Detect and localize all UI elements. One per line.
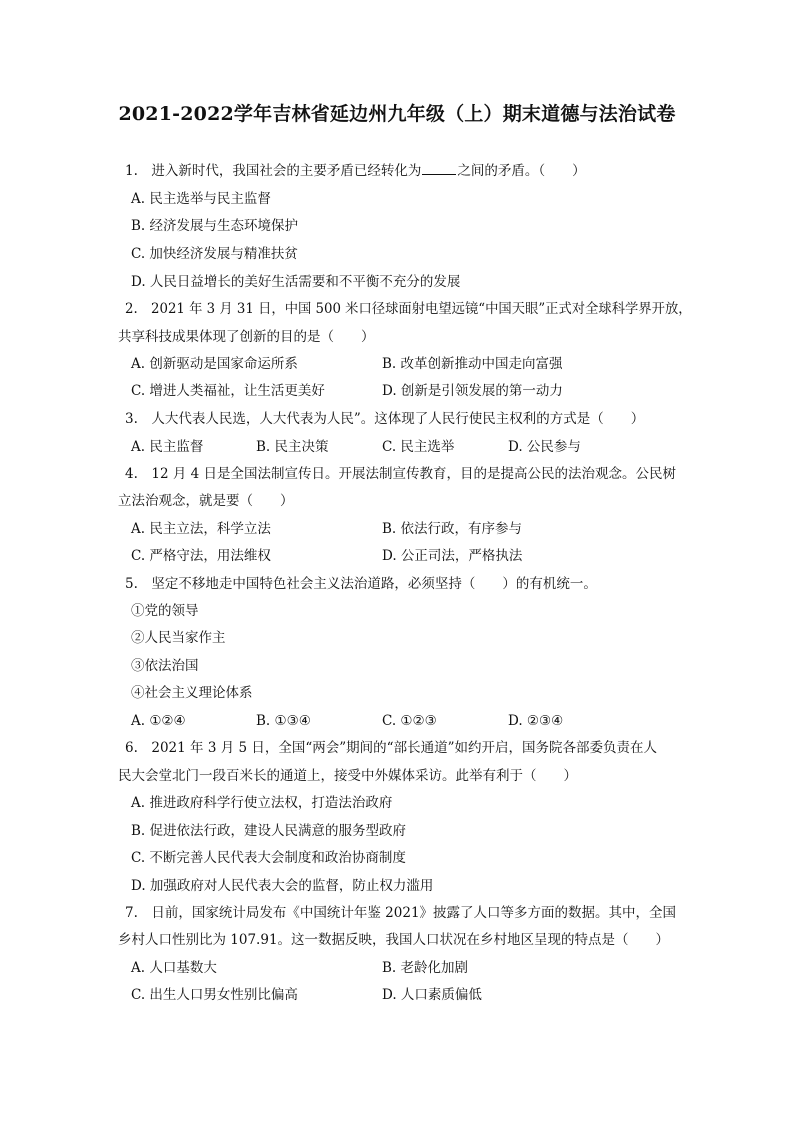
question-2-stem-line-1: 2. 2021 年 3 月 31 日，中国 500 米口径球面射电望远镜“中国天眼”正式对全球科学界开放， xyxy=(125,301,692,317)
question-1-text-before: 1. 进入新时代，我国社会的主要矛盾已经转化为 xyxy=(125,163,422,179)
question-6-stem-line-2: 民大会堂北门一段百米长的通道上，接受中外媒体采访。此举有利于（ ） xyxy=(118,768,577,784)
fill-in-blank xyxy=(422,162,456,175)
question-7-option-d: D. 人口素质偏低 xyxy=(382,987,482,1003)
question-1-option-b: B. 经济发展与生态环境保护 xyxy=(131,218,299,234)
question-5-option-b: B. ①③④ xyxy=(256,713,311,729)
question-7-stem-line-2: 乡村人口性别比为 107.91。这一数据反映，我国人口状况在乡村地区呈现的特点是（ ） xyxy=(118,932,670,948)
question-4-option-a: A. 民主立法，科学立法 xyxy=(131,521,271,537)
question-7-option-c: C. 出生人口男女性别比偏高 xyxy=(131,987,298,1003)
question-5-stem: 5. 坚定不移地走中国特色社会主义法治道路，必须坚持（ ）的有机统一。 xyxy=(125,576,597,592)
question-1-text-after: 之间的矛盾。（ ） xyxy=(457,163,586,179)
exam-title: 2021-2022学年吉林省延边州九年级（上）期末道德与法治试卷 xyxy=(118,103,676,125)
question-3-option-d: D. 公民参与 xyxy=(508,439,581,455)
question-5-statement-1: ①党的领导 xyxy=(131,603,199,619)
question-5-option-c: C. ①②③ xyxy=(382,713,437,729)
question-1-option-a: A. 民主选举与民主监督 xyxy=(131,191,271,207)
question-4-option-c: C. 严格守法，用法维权 xyxy=(131,548,271,564)
question-2-option-b: B. 改革创新推动中国走向富强 xyxy=(382,356,563,372)
question-4-stem-line-1: 4. 12 月 4 日是全国法制宣传日。开展法制宣传教育，目的是提高公民的法治观念。公民树 xyxy=(125,466,677,482)
question-5-statement-2: ②人民当家作主 xyxy=(131,630,226,646)
question-6-option-b: B. 促进依法行政，建设人民满意的服务型政府 xyxy=(131,823,407,839)
question-7-option-b: B. 老龄化加剧 xyxy=(382,960,469,976)
question-1-option-c: C. 加快经济发展与精准扶贫 xyxy=(131,246,298,262)
question-2-stem-line-2: 共享科技成果体现了创新的目的是（ ） xyxy=(118,329,375,345)
question-5-statement-4: ④社会主义理论体系 xyxy=(131,685,253,701)
question-3-option-a: A. 民主监督 xyxy=(131,439,204,455)
question-5-statement-3: ③依法治国 xyxy=(131,658,199,674)
question-2-option-d: D. 创新是引领发展的第一动力 xyxy=(382,383,563,399)
question-7-stem-line-1: 7. 日前，国家统计局发布《中国统计年鉴 2021》披露了人口等多方面的数据。其中，全国 xyxy=(125,905,677,921)
question-2-option-a: A. 创新驱动是国家命运所系 xyxy=(131,356,298,372)
question-1-option-d: D. 人民日益增长的美好生活需要和不平衡不充分的发展 xyxy=(131,274,461,290)
question-4-stem-line-2: 立法治观念，就是要（ ） xyxy=(118,493,294,509)
question-3-option-b: B. 民主决策 xyxy=(256,439,329,455)
question-6-option-d: D. 加强政府对人民代表大会的监督，防止权力滥用 xyxy=(131,878,434,894)
question-4-option-d: D. 公正司法，严格执法 xyxy=(382,548,523,564)
question-6-option-a: A. 推进政府科学行使立法权，打造法治政府 xyxy=(131,795,393,811)
question-3-option-c: C. 民主选举 xyxy=(382,439,455,455)
question-5-option-a: A. ①②④ xyxy=(131,713,186,729)
question-6-option-c: C. 不断完善人民代表大会制度和政治协商制度 xyxy=(131,850,406,866)
question-4-option-b: B. 依法行政，有序参与 xyxy=(382,521,523,537)
question-7-option-a: A. 人口基数大 xyxy=(131,960,217,976)
question-3-stem: 3. 人大代表人民选，人大代表为人民”。这体现了人民行使民主权利的方式是（ ） xyxy=(125,411,645,427)
question-6-stem-line-1: 6. 2021 年 3 月 5 日，全国“两会”期间的“部长通道”如约开启，国务院各部委负责在人 xyxy=(125,740,657,756)
question-2-option-c: C. 增进人类福祉，让生活更美好 xyxy=(131,383,325,399)
question-5-option-d: D. ②③④ xyxy=(508,713,564,729)
question-1-stem xyxy=(125,161,586,181)
